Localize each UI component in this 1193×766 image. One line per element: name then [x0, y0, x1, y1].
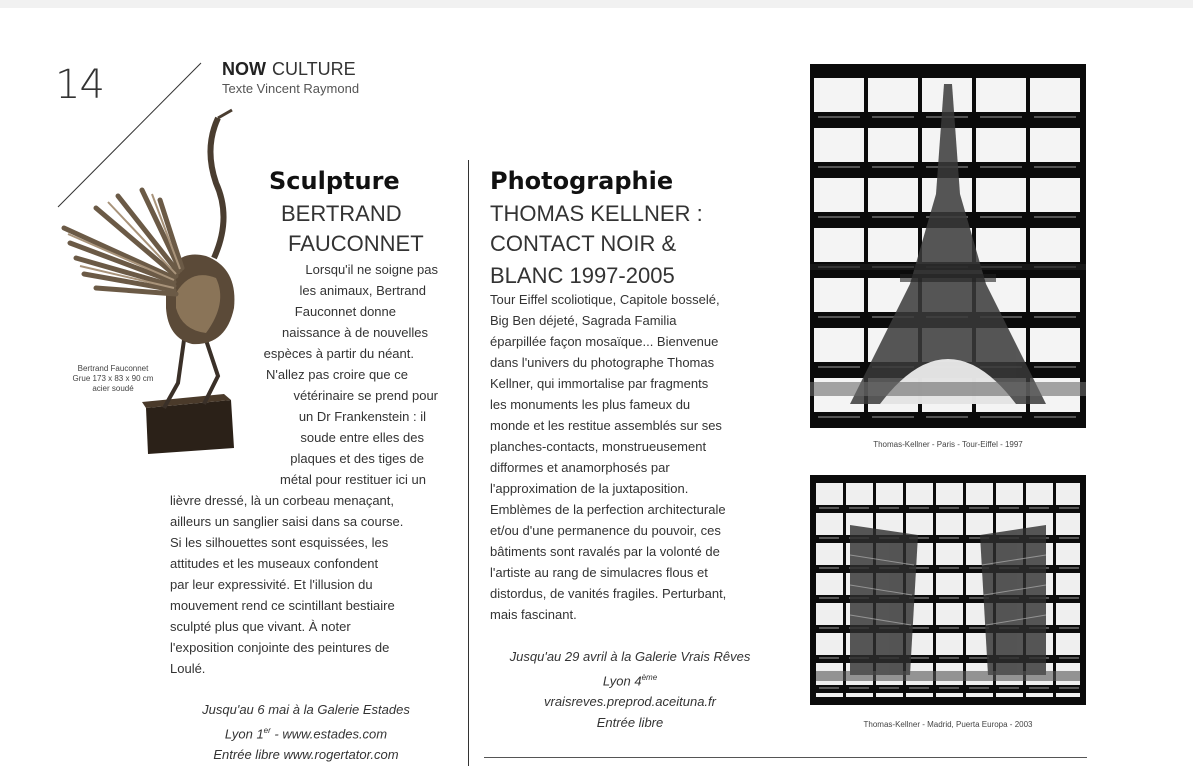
venue-city: Lyon 1	[224, 726, 264, 742]
text-line: difformes et anamorphosés par	[490, 460, 670, 475]
text-line: l'artiste au rang de simulacres flous et	[490, 565, 708, 580]
text-line: Emblèmes de la perfection architecturale	[490, 502, 726, 517]
venue-website: - www.estades.com	[270, 726, 388, 742]
page-number: 14	[55, 62, 104, 108]
text-line: plaques et des tiges de	[290, 451, 424, 466]
text-line: Loulé.	[170, 661, 206, 676]
text-line: métal pour restituer ici un	[280, 472, 426, 487]
venue-line: Jusqu'au 6 mai à la Galerie Estades	[202, 702, 410, 717]
text-line: Kellner, qui immortalise par fragments	[490, 376, 709, 391]
sculpture-image-caption	[58, 364, 168, 394]
sculpture-subtitle-line: BERTRAND	[281, 201, 402, 226]
madrid-photo-caption: Thomas-Kellner - Madrid, Puerta Europa - 2003	[863, 720, 1033, 729]
venue-city: Lyon 4	[602, 673, 642, 689]
text-line: les animaux, Bertrand	[299, 283, 426, 298]
venue-city-suffix: ème	[641, 673, 658, 682]
text-line: l'exposition conjointe des peintures de	[170, 640, 390, 655]
text-line: attitudes et les museaux confondent	[170, 556, 379, 571]
rubric-section: NOW	[222, 59, 266, 79]
sculpture-body	[170, 490, 440, 679]
eiffel-photo-caption: Thomas-Kellner - Paris - Tour-Eiffel - 1997	[873, 440, 1023, 449]
caption-line: acier soudé	[92, 384, 134, 393]
text-line: naissance à de nouvelles	[282, 325, 428, 340]
text-line: monde et les restitue assemblés sur ses	[490, 418, 722, 433]
photographie-body	[490, 289, 780, 625]
eiffel-contact-sheet-photo	[810, 64, 1086, 428]
text-line: sculpté plus que vivant. À noter	[170, 619, 351, 634]
photographie-subtitle-line: THOMAS KELLNER :	[490, 201, 703, 226]
venue-line: Entrée libre www.rogertator.com	[213, 747, 399, 763]
text-line: ailleurs un sanglier saisi dans sa course.	[170, 514, 404, 529]
photographie-title: Photographie	[490, 167, 674, 195]
madrid-contact-sheet-photo	[810, 475, 1086, 705]
photographie-subtitle-line: BLANC 1997-2005	[490, 263, 675, 288]
text-line: lièvre dressé, là un corbeau menaçant,	[170, 493, 395, 508]
column-divider	[468, 160, 469, 766]
rubric-category: CULTURE	[272, 59, 356, 79]
venue-line: Jusqu'au 29 avril à la Galerie Vrais Rêves	[509, 649, 751, 664]
bottom-rule	[484, 757, 1087, 758]
text-line: N'allez pas croire que ce	[266, 367, 408, 382]
text-line: les monuments les plus fameux du	[490, 397, 691, 412]
sculpture-title: Sculpture	[269, 167, 400, 195]
sculpture-body-wrapped	[228, 259, 438, 490]
caption-line: Grue 173 x 83 x 90 cm	[72, 374, 154, 383]
text-line: espèces à partir du néant.	[263, 346, 414, 361]
text-line: et/ou d'une permanence du pouvoir, ces	[490, 523, 721, 538]
text-line: planches-contacts, monstrueusement	[490, 439, 707, 454]
sculpture-venue	[170, 699, 442, 765]
text-line: soude entre elles des	[300, 430, 424, 445]
text-line: par leur expressivité. Et l'illusion du	[170, 577, 373, 592]
text-line: mais fascinant.	[490, 607, 577, 622]
text-line: Si les silhouettes sont esquissées, les	[170, 535, 389, 550]
text-line: Big Ben déjeté, Sagrada Familia	[490, 313, 677, 328]
crane-sculpture-image	[56, 108, 256, 458]
text-line: éparpillée façon mosaïque... Bienvenue	[490, 334, 719, 349]
caption-line: Bertrand Fauconnet	[77, 364, 149, 373]
text-line: l'approximation de la juxtaposition.	[490, 481, 689, 496]
text-line: mouvement rend ce scintillant bestiaire	[170, 598, 395, 613]
text-line: dans l'univers du photographe Thomas	[490, 355, 715, 370]
text-line: vétérinaire se prend pour	[293, 388, 438, 403]
photographie-venue	[490, 646, 770, 733]
text-line: distordus, de vanités fragiles. Perturbant,	[490, 586, 727, 601]
photographie-subtitle-line: CONTACT NOIR &	[490, 231, 677, 256]
text-line: Fauconnet donne	[294, 304, 396, 319]
text-line: Lorsqu'il ne soigne pas	[305, 262, 438, 277]
venue-line: vraisreves.preprod.aceituna.fr	[544, 694, 716, 710]
venue-line	[170, 720, 442, 744]
sculpture-subtitle-line: FAUCONNET	[288, 231, 424, 256]
venue-city-suffix: er	[263, 726, 271, 735]
rubric-header	[222, 59, 356, 80]
byline: Texte Vincent Raymond	[222, 81, 360, 96]
venue-line	[490, 667, 770, 691]
text-line: Tour Eiffel scoliotique, Capitole bosselé,	[490, 292, 720, 307]
venue-line: Entrée libre	[596, 715, 664, 731]
text-line: bâtiments sont ravalés par la volonté de	[490, 544, 720, 559]
text-line: un Dr Frankenstein : il	[298, 409, 426, 424]
